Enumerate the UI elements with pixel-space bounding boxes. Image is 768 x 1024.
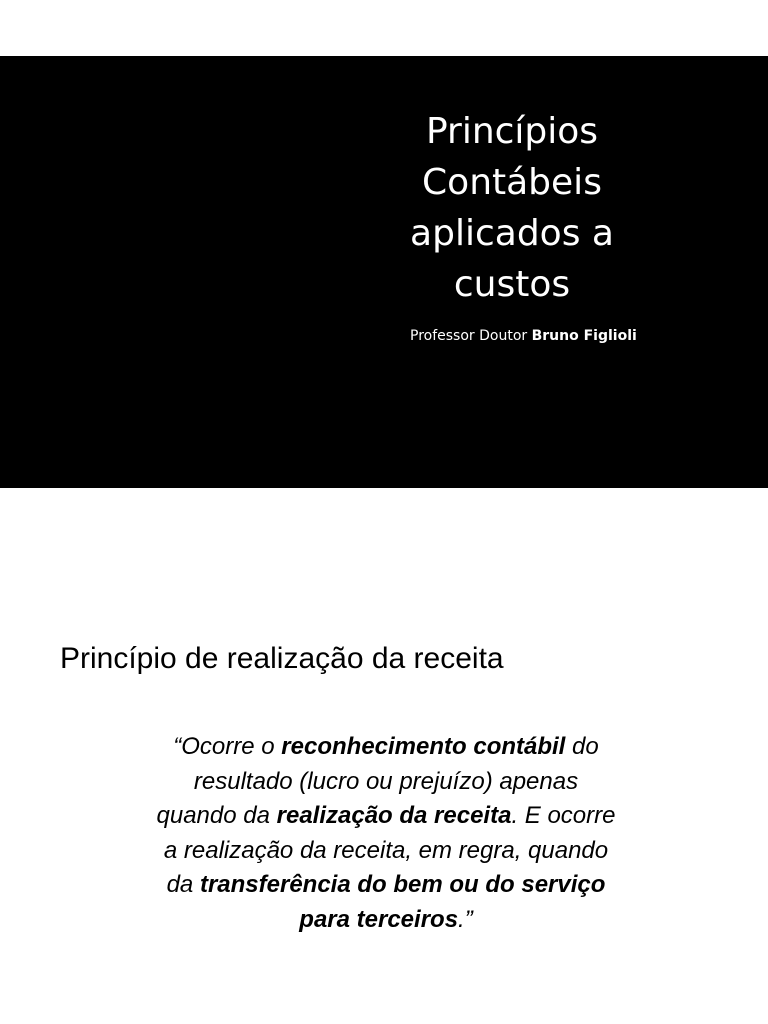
quote-line: da transferência do bem ou do serviço: [166, 871, 606, 898]
author-prefix: Professor Doutor: [410, 328, 528, 344]
quote-line: resultado (lucro ou prejuízo) apenas: [193, 767, 579, 795]
title-slide: [0, 56, 768, 488]
title-line: Contábeis: [422, 162, 602, 203]
title-line: custos: [453, 264, 571, 305]
quote-line: “Ocorre o reconhecimento contábil do: [173, 733, 599, 760]
definition-quote: [86, 730, 686, 937]
title-line: Princípios: [425, 111, 599, 152]
section-heading: Princípio de realização da receita: [60, 642, 504, 675]
presentation-title: [372, 106, 652, 310]
author-line: [410, 328, 637, 344]
quote-line: a realização da receita, em regra, quando: [163, 836, 609, 864]
quote-line: para terceiros.”: [299, 905, 473, 933]
quote-line: quando da realização da receita. E ocorre: [156, 802, 616, 829]
author-name: Bruno Figlioli: [531, 328, 637, 344]
title-line: aplicados a: [410, 213, 614, 254]
